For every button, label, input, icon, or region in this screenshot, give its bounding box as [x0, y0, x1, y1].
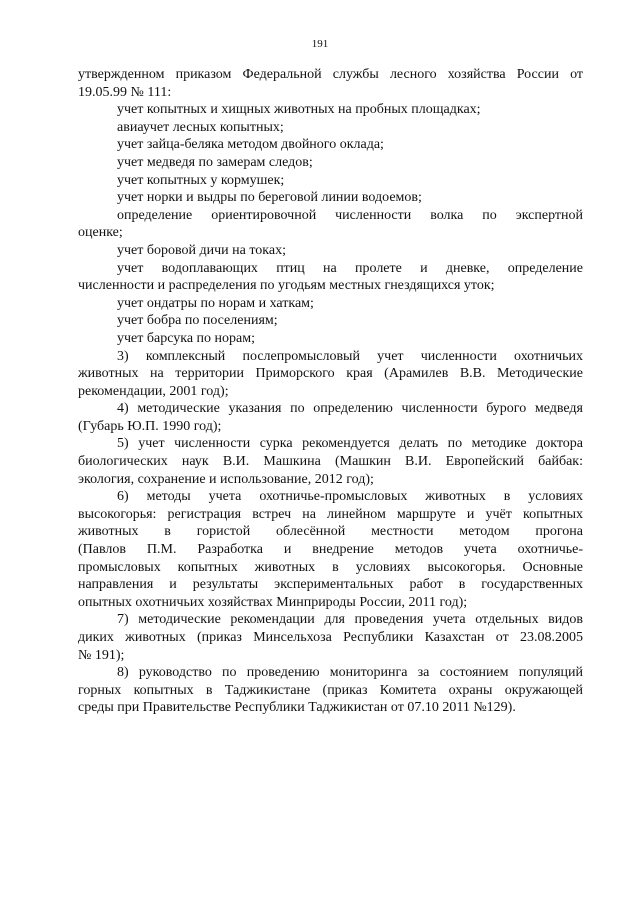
text-line: определение ориентировочной численности волка по экспертной [117, 207, 583, 223]
text-line: (Павлов П.М. Разработка и внедрение методов учета охотничье- [78, 542, 583, 558]
document-body [78, 66, 583, 717]
text-line: 4) методические указания по определению численности бурого медведя [117, 401, 583, 417]
text-line: 8) руководство по проведению мониторинга за состоянием популяций [117, 665, 583, 681]
text-line: (Губарь Ю.П. 1990 год); [78, 418, 222, 434]
text-line: № 191); [78, 647, 125, 663]
text-line: оценке; [78, 225, 123, 241]
text-line: учет норки и выдры по береговой линии водоемов; [117, 190, 422, 206]
text-line: учет боровой дичи на токах; [117, 242, 286, 258]
text-line: промысловых копытных животных в условиях высокогорья. Основные [78, 559, 583, 575]
text-line: 7) методические рекомендации для проведения учета отдельных видов [117, 612, 583, 628]
text-line: численности и распределения по угодьям местных гнездящихся уток; [78, 278, 495, 294]
text-line: животных на территории Приморского края (Арамилев В.В. Методические [78, 366, 583, 382]
text-line: диких животных (приказ Минсельхоза Республики Казахстан от 23.08.2005 [78, 630, 583, 645]
text-line: 3) комплексный послепромысловый учет численности охотничьих [117, 348, 583, 364]
text-line: учет медведя по замерам следов; [117, 154, 313, 170]
text-line: среды при Правительстве Республики Таджикистан от 07.10 2011 №129). [78, 700, 516, 716]
text-line: учет копытных и хищных животных на пробных площадках; [117, 102, 481, 118]
text-line: утвержденном приказом Федеральной службы лесного хозяйства России от [78, 67, 583, 82]
text-line: опытных охотничьих хозяйствах Минприроды России, 2011 год); [78, 594, 468, 610]
text-line: горных копытных в Таджикистане (приказ Комитета охраны окружающей [78, 682, 583, 698]
text-line: учет зайца-беляка методом двойного оклада; [117, 137, 384, 153]
text-line: учет водоплавающих птиц на пролете и дневке, определение [117, 260, 583, 276]
text-line: рекомендации, 2001 год); [78, 383, 229, 399]
text-line: учет барсука по норам; [117, 330, 255, 346]
text-line: экология, сохранение и использование, 2012 год); [78, 471, 374, 487]
text-line: животных в гористой облесённой местности методом прогона [78, 524, 583, 540]
text-line: направления и результаты экспериментальных работ в государственных [78, 577, 583, 593]
text-line: 5) учет численности сурка рекомендуется делать по методике доктора [117, 436, 583, 452]
text-line: учет ондатры по норам и хаткам; [117, 295, 314, 311]
text-line: авиаучет лесных копытных; [117, 119, 284, 135]
text-line: высокогорья: регистрация встреч на линейном маршруте и учёт копытных [78, 506, 583, 522]
text-line: учет бобра по поселениям; [117, 313, 278, 329]
text-line: учет копытных у кормушек; [117, 172, 285, 188]
page-number: 191 [311, 38, 329, 50]
text-line: 6) методы учета охотничье-промысловых животных в условиях [117, 489, 583, 505]
text-line: 19.05.99 № 111: [78, 84, 172, 100]
text-line: биологических наук В.И. Машкина (Машкин В.И. Европейский байбак: [78, 454, 583, 470]
